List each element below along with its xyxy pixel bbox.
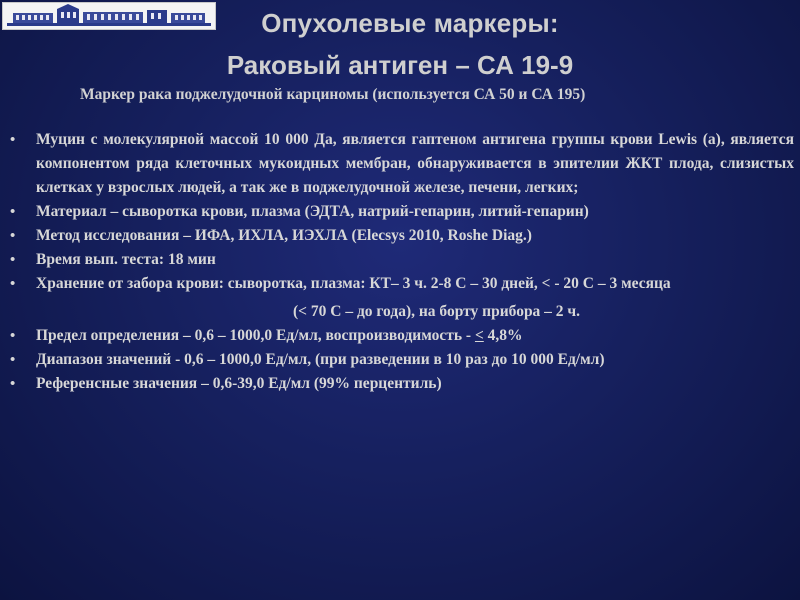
- less-or-equal-symbol: <: [474, 327, 484, 344]
- list-item-text: Референсные значения – 0,6-39,0 Ед/мл (99% перцентиль): [36, 375, 442, 392]
- list-item: [8, 248, 794, 272]
- list-item-text: Материал – сыворотка крови, плазма (ЭДТА, натрий-гепарин, литий-гепарин): [36, 203, 589, 220]
- bullet-icon: •: [10, 204, 16, 220]
- slide-subtitle: Маркер рака поджелудочной карциномы (используется СА 50 и СА 195): [80, 86, 586, 103]
- bullet-icon: •: [10, 376, 16, 392]
- bullet-icon: •: [10, 228, 16, 244]
- list-item: [8, 224, 794, 248]
- list-item: [8, 200, 794, 224]
- list-item: [8, 372, 794, 396]
- list-item-text: Диапазон значений - 0,6 – 1000,0 Ед/мл, (при разведении в 10 раз до 10 000 Ед/мл): [36, 351, 605, 368]
- list-item-text: Муцин с молекулярной массой 10 000 Да, является гаптеном антигена группы крови Lewis (а), является компонентом ряда клеточных мукоидных мембран, обнаруживается в эпителии ЖКТ плода, слизистых клетках у взрослых людей, а так же в поджелудочной железе, печени, легких;: [36, 131, 794, 196]
- bullet-icon: •: [10, 352, 16, 368]
- bullet-icon: •: [10, 252, 16, 268]
- bullet-list: [8, 128, 794, 396]
- list-item: [8, 324, 794, 348]
- list-item: [8, 348, 794, 372]
- list-item-text-suffix: 4,8%: [483, 327, 523, 344]
- slide-title-marker: Раковый антиген – СА 19-9: [226, 50, 574, 80]
- list-item-text: Предел определения – 0,6 – 1000,0 Ед/мл, воспроизводимость -: [36, 327, 475, 344]
- list-item: [8, 272, 794, 324]
- bullet-icon: •: [10, 132, 16, 148]
- list-item-continuation: (< 70 С – до года), на борту прибора – 2 ч.: [293, 303, 581, 320]
- list-item-text: Метод исследования – ИФА, ИХЛА, ИЭХЛА (Elecsys 2010, Roshe Diag.): [36, 227, 532, 244]
- list-item: [8, 128, 794, 200]
- slide-title: Опухолевые маркеры:: [261, 8, 559, 38]
- bullet-icon: •: [10, 328, 16, 344]
- list-item-text: Время вып. теста: 18 мин: [36, 251, 216, 268]
- bullet-icon: •: [10, 276, 16, 292]
- list-item-text: Хранение от забора крови: сыворотка, плазма: КТ– 3 ч. 2-8 С – 30 дней, < - 20 С – 3 месяца: [36, 275, 671, 292]
